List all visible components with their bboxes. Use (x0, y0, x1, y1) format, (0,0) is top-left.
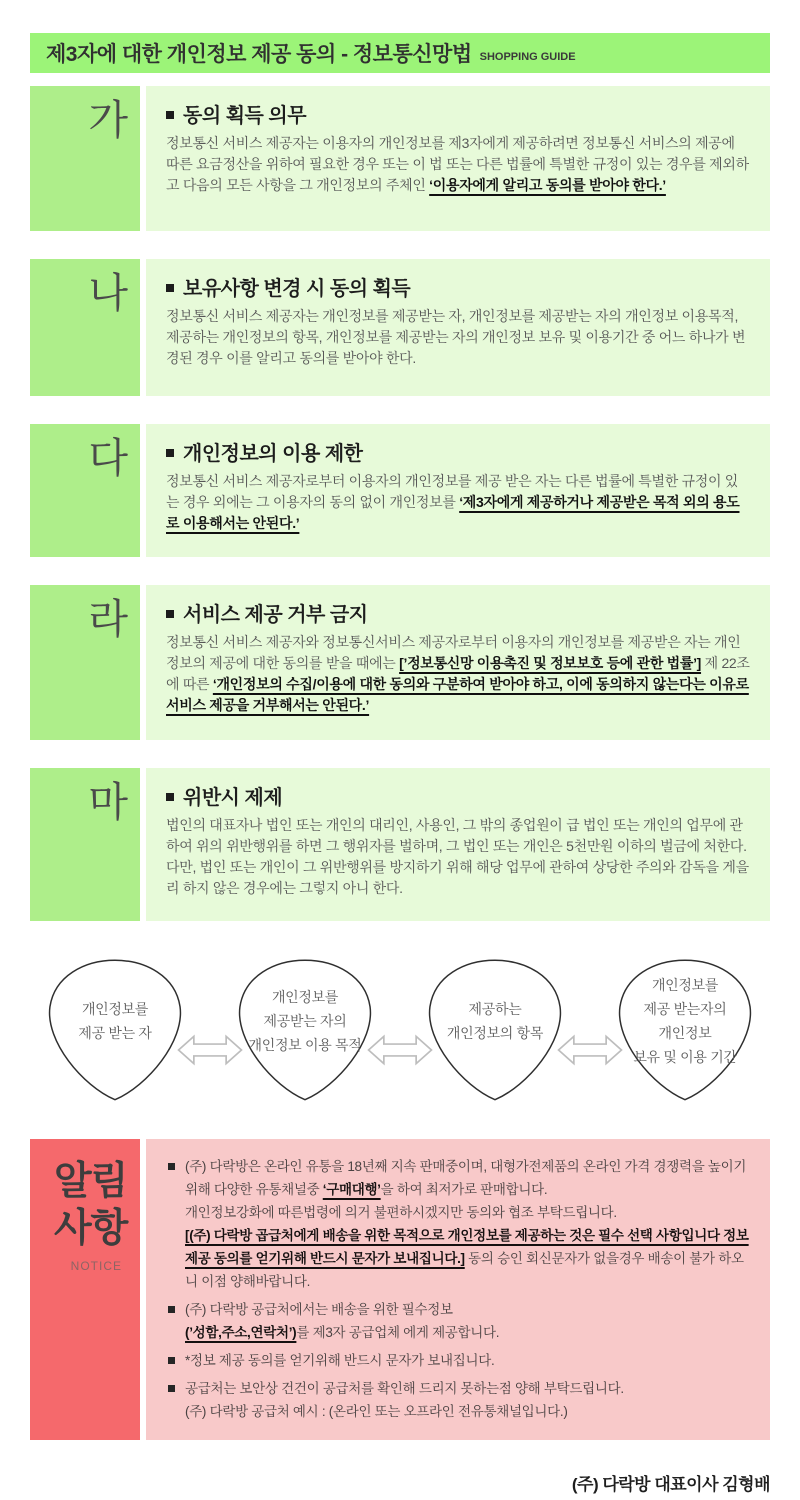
body-text-emphasis: [’정보통신망 이용촉진 및 정보보호 등에 관한 법률’] (399, 655, 702, 671)
bullet-square-icon (168, 1357, 175, 1364)
section-title (166, 598, 750, 627)
section-da (30, 424, 770, 557)
shopping-guide-page (30, 0, 770, 1495)
section-body (166, 133, 750, 196)
notice-section (30, 1139, 770, 1440)
diagram-node-recipient (36, 951, 194, 1109)
diagram-node-items (416, 951, 574, 1109)
section-ma (30, 768, 770, 921)
body-text-emphasis: ‘개인정보의 수집/이용에 대한 동의와 구분하여 받아야 하고, 이에 동의하지 않는다는 이유로 서비스 제공을 거부해서는 안된다.’ (166, 676, 749, 713)
section-title (166, 437, 750, 466)
body-text: 제 22조에 따른 (166, 655, 750, 692)
section-ra (30, 585, 770, 740)
bullet-square-icon (166, 284, 174, 292)
page-title: 제3자에 대한 개인정보 제공 동의 - 정보통신망법 (46, 43, 472, 66)
node-text: 개인정보를 제공 받는자의 개인정보 보유 및 이용 기간 (633, 976, 737, 1065)
page-subtitle: SHOPPING GUIDE (479, 51, 576, 63)
section-title-text: 서비스 제공 거부 금지 (183, 604, 368, 626)
notice-item (168, 1298, 752, 1344)
section-title-text: 보유사항 변경 시 동의 획득 (183, 278, 411, 300)
consent-items-diagram (30, 951, 770, 1113)
section-ga (30, 86, 770, 231)
notice-paragraph: (주) 다락방 공급처 예시 : (온라인 또는 오프라인 전유통채널입니다.) (185, 1404, 568, 1419)
signature: (주) 다락방 대표이사 김형배 (571, 1475, 770, 1494)
bullet-square-icon (168, 1306, 175, 1313)
section-title (166, 781, 750, 810)
section-ga-label: 가 (30, 86, 140, 231)
notice-label-english: NOTICE (70, 1258, 122, 1273)
notice-paragraph: (’성함,주소,연락처’)를 제3자 공급업체 에게 제공합니다. (185, 1325, 500, 1340)
body-text: 정보통신 서비스 제공자는 이용자의 개인정보를 제3자에게 제공하려면 정보통신 서비스의 제공에 따른 요금정산을 위하여 필요한 경우 또는 이 법 또는 다른 법률에 특별한 규정이 있는 경우를 제외하고 다음의 모든 사항을 그 개인정보의 주체인 (166, 135, 749, 193)
notice-paragraph: [(주) 다락방 곱급처에게 배송을 위한 목적으로 개인정보를 제공하는 것은 필수 선택 사항입니다 정보제공 동의를 얻기위해 반드시 문자가 보내집니다.] 동의 승인 회신문자가 없을경우 배송이 불가 하오니 이점 양해바랍니다. (185, 1228, 749, 1289)
diagram-node-retention (606, 951, 764, 1109)
node-text: 제공하는 개인정보의 항목 (446, 1000, 544, 1041)
section-title (166, 272, 750, 301)
body-text: 법인의 대표자나 법인 또는 개인의 대리인, 사용인, 그 밖의 종업원이 급 법인 또는 개인의 업무에 관하여 위의 위반행위를 하면 그 행위자를 벌하며, 그 법인 또는 개인은 5천만원 이하의 벌금에 처한다. 다만, 법인 또는 개인이 그 위반행위를 방지하기 위해 해당 업무에 관하여 상당한 주의와 감독을 게을리 하지 않은 경우에는 그렇지 아니 한다. (166, 817, 749, 896)
notice-item (168, 1155, 752, 1293)
notice-content (146, 1139, 770, 1440)
body-text: 정보통신 서비스 제공자로부터 이용자의 개인정보를 제공 받은 자는 다른 법률에 특별한 규정이 있는 경우 외에는 그 이용자의 동의 없이 개인정보를 (166, 473, 739, 510)
section-na-label: 나 (30, 259, 140, 396)
section-body (166, 632, 750, 716)
node-text: 개인정보를 제공 받는 자 (78, 1000, 152, 1041)
notice-paragraph: (주) 다락방 공급처에서는 배송을 위한 필수정보 (185, 1302, 453, 1317)
notice-item (168, 1349, 752, 1372)
section-title (166, 99, 750, 128)
bullet-square-icon (168, 1163, 175, 1170)
section-ra-content (146, 585, 770, 740)
notice-paragraph: 개인정보강화에 따른법령에 의거 불편하시겠지만 동의와 협조 부탁드립니다. (185, 1205, 617, 1220)
node-text: 개인정보를 제공받는 자의 개인정보 이용 목적 (248, 988, 362, 1053)
notice-paragraph: *정보 제공 동의를 얻기위해 반드시 문자가 보내집니다. (185, 1353, 495, 1368)
section-ga-content (146, 86, 770, 231)
body-text-emphasis: ‘이용자에게 알리고 동의를 받아야 한다.’ (429, 177, 666, 193)
section-title-text: 동의 획득 의무 (183, 105, 307, 127)
bullet-square-icon (166, 610, 174, 618)
body-text: 정보통신 서비스 제공자와 정보통신서비스 제공자로부터 이용자의 개인정보를 제공받은 자는 개인정보의 제공에 대한 동의를 받을 때에는 (166, 634, 741, 671)
body-text-emphasis: ‘제3자에게 제공하거나 제공받은 목적 외의 용도로 이용해서는 안된다.’ (166, 494, 740, 531)
section-na (30, 259, 770, 396)
section-title-text: 위반시 제제 (183, 787, 283, 809)
bullet-square-icon (168, 1385, 175, 1392)
notice-item (168, 1377, 752, 1423)
section-ma-label: 마 (30, 768, 140, 921)
section-body (166, 306, 750, 369)
section-da-content (146, 424, 770, 557)
diagram-node-purpose (226, 951, 384, 1109)
section-body (166, 815, 750, 899)
notice-label-text: 알림 사항 (54, 1160, 128, 1250)
section-da-label: 다 (30, 424, 140, 557)
bullet-square-icon (166, 449, 174, 457)
notice-paragraph: 공급처는 보안상 건건이 공급처를 확인해 드리지 못하는점 양해 부탁드립니다. (185, 1381, 624, 1396)
bullet-square-icon (166, 111, 174, 119)
body-text: 정보통신 서비스 제공자는 개인정보를 제공받는 자, 개인정보를 제공받는 자의 개인정보 이용목적, 제공하는 개인정보의 항목, 개인정보를 제공받는 자의 개인정보 보유 및 이용기간 중 어느 하나가 변경된 경우 이를 알리고 동의를 받아야 한다. (166, 308, 746, 366)
header-bar (30, 33, 770, 73)
notice-paragraph: (주) 다락방은 온라인 유통을 18년째 지속 판매중이며, 대형가전제품의 온라인 가격 경쟁력을 높이기 위해 다양한 유통채널중 ‘구매대행’을 하여 최저가로 판매합니다. (185, 1159, 747, 1197)
section-na-content (146, 259, 770, 396)
section-ra-label: 라 (30, 585, 140, 740)
bullet-square-icon (166, 793, 174, 801)
section-ma-content (146, 768, 770, 921)
section-title-text: 개인정보의 이용 제한 (183, 443, 363, 465)
section-body (166, 471, 750, 534)
notice-label (30, 1139, 140, 1440)
